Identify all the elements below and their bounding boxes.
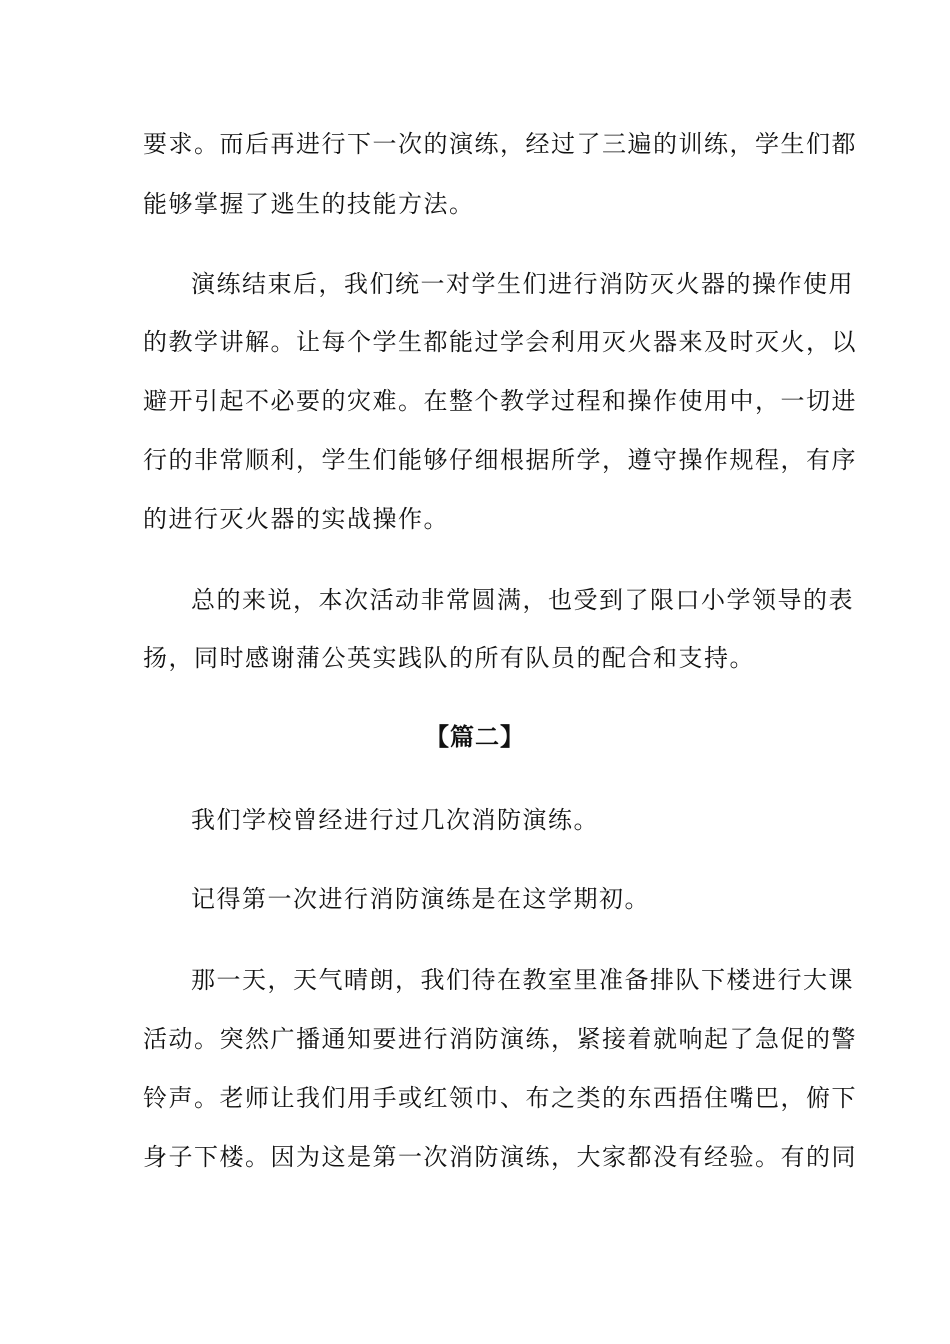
paragraph-6-line-2: 活动。突然广播通知要进行消防演练，紧接着就响起了急促的警 bbox=[143, 1025, 857, 1053]
paragraph-2-line-1: 演练结束后，我们统一对学生们进行消防灭火器的操作使用 bbox=[191, 270, 854, 298]
paragraph-2-line-5: 的进行灭火器的实战操作。 bbox=[143, 505, 449, 533]
paragraph-2-line-2: 的教学讲解。让每个学生都能过学会利用灭火器来及时灭火，以 bbox=[143, 328, 857, 356]
section-heading: 【篇二】 bbox=[425, 723, 525, 751]
paragraph-3-line-1: 总的来说，本次活动非常圆满，也受到了限口小学领导的表 bbox=[191, 586, 854, 614]
paragraph-1-line-2: 能够掌握了逃生的技能方法。 bbox=[143, 190, 475, 218]
paragraph-3-line-2: 扬，同时感谢蒲公英实践队的所有队员的配合和支持。 bbox=[143, 644, 755, 672]
paragraph-2-line-4: 行的非常顺利，学生们能够仔细根据所学，遵守操作规程，有序 bbox=[143, 446, 857, 474]
paragraph-6-line-1: 那一天，天气晴朗，我们待在教室里准备排队下楼进行大课 bbox=[191, 966, 854, 994]
paragraph-4-line-1: 我们学校曾经进行过几次消防演练。 bbox=[191, 806, 599, 834]
paragraph-1-line-1: 要求。而后再进行下一次的演练，经过了三遍的训练，学生们都 bbox=[143, 130, 857, 158]
paragraph-6-line-3: 铃声。老师让我们用手或红领巾、布之类的东西捂住嘴巴，俯下 bbox=[143, 1084, 857, 1112]
paragraph-6-line-4: 身子下楼。因为这是第一次消防演练，大家都没有经验。有的同 bbox=[143, 1143, 857, 1171]
paragraph-2-line-3: 避开引起不必要的灾难。在整个教学过程和操作使用中，一切进 bbox=[143, 387, 857, 415]
paragraph-5-line-1: 记得第一次进行消防演练是在这学期初。 bbox=[191, 885, 650, 913]
